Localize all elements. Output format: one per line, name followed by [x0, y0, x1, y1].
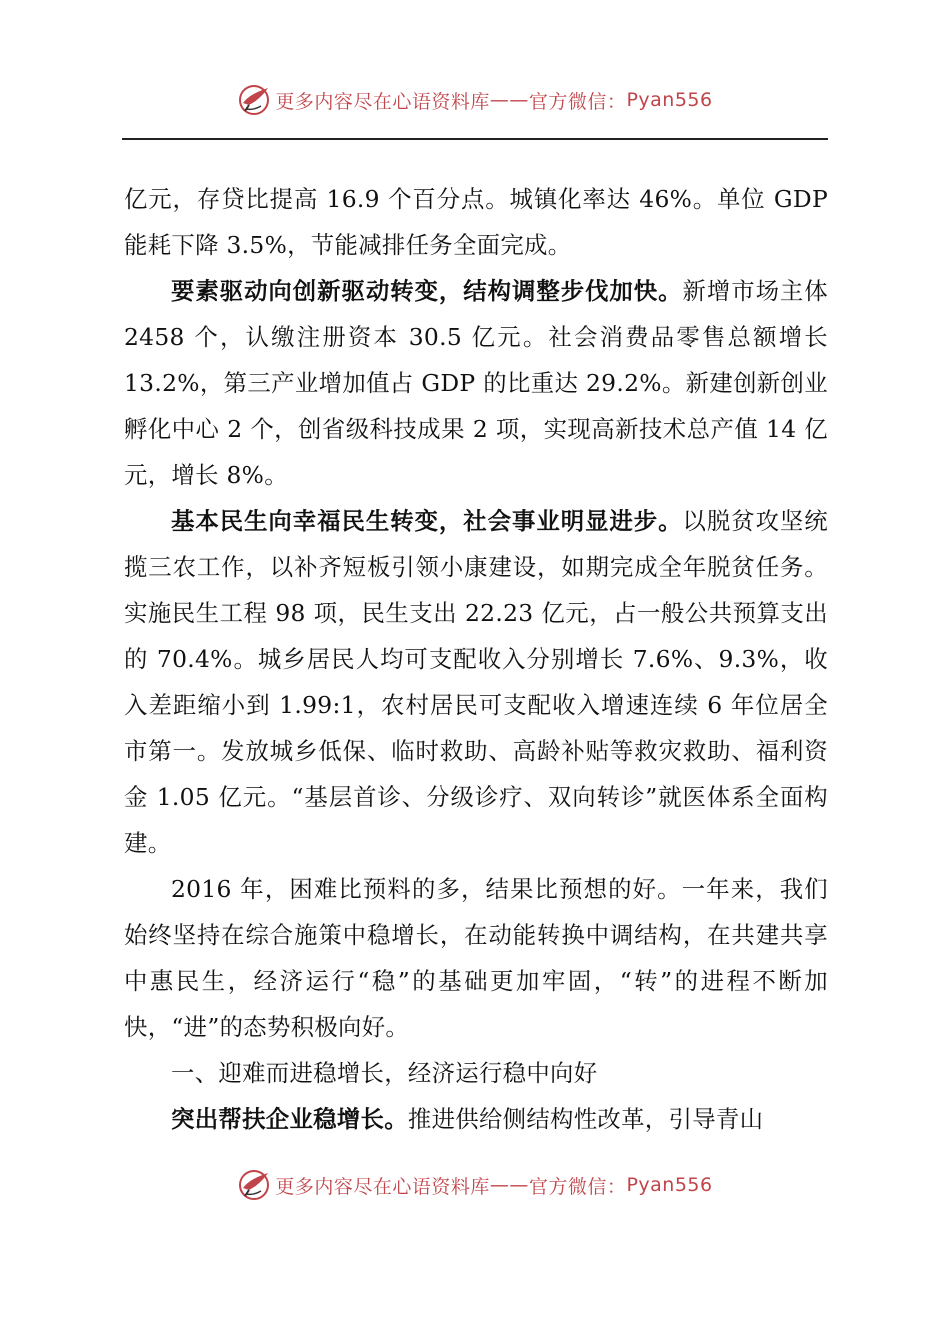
watermark-separator: ——: [489, 89, 529, 111]
paragraph-2-lead: 要素驱动向创新驱动转变，结构调整步伐加快。: [171, 277, 683, 305]
watermark-id: Pyan556: [626, 1174, 713, 1196]
watermark-separator: ——: [489, 1174, 529, 1196]
footer-watermark: [0, 1165, 950, 1205]
paragraph-3: [124, 498, 828, 866]
paragraph-5: [124, 1096, 828, 1142]
quill-pen-logo-icon: [237, 83, 271, 117]
watermark-official: 官方微信：: [528, 1175, 627, 1198]
document-body: [124, 176, 828, 1142]
paragraph-1: 亿元，存贷比提高 16.9 个百分点。城镇化率达 46%。单位 GDP 能耗下降 3.5%，节能减排任务全面完成。: [124, 185, 828, 259]
paragraph-4: 2016 年，困难比预料的多，结果比预想的好。一年来，我们始终坚持在综合施策中稳增长，在动能转换中调结构，在共建共享中惠民生，经济运行“稳”的基础更加牢固，“转”的进程不断加快，“进”的态势积极向好。: [124, 875, 828, 1041]
paragraph-3-lead: 基本民生向幸福民生转变，社会事业明显进步。: [171, 507, 683, 535]
header-rule: [122, 138, 828, 140]
paragraph-5-lead: 突出帮扶企业稳增长。: [171, 1105, 408, 1133]
paragraph-2-text: 新增市场主体 2458 个，认缴注册资本 30.5 亿元。社会消费品零售总额增长 13.2%，第三产业增加值占 GDP 的比重达 29.2%。新建创新创业孵化中心 2 个，创省级科技成果 2 项，实现高新技术总产值 14 亿元，增长 8%。: [124, 277, 828, 489]
paragraph-5-text: 推进供给侧结构性改革，引导青山: [407, 1105, 764, 1133]
watermark-id: Pyan556: [626, 89, 713, 111]
watermark-text: 更多内容尽在心语资料库: [275, 1175, 490, 1198]
quill-pen-logo-icon: [237, 1168, 271, 1202]
header-watermark: [0, 80, 950, 120]
paragraph-2: [124, 268, 828, 498]
watermark-text: 更多内容尽在心语资料库: [275, 90, 490, 113]
paragraph-3-text: 以脱贫攻坚统揽三农工作，以补齐短板引领小康建设，如期完成全年脱贫任务。实施民生工程 98 项，民生支出 22.23 亿元，占一般公共预算支出的 70.4%。城乡居民人均可支配收入分别增长 7.6%、9.3%，收入差距缩小到 1.99:1，农村居民可支配收入增速连续 6 年位居全市第一。发放城乡低保、临时救助、高龄补贴等救灾救助、福利资金 1.05 亿元。“基层首诊、分级诊疗、双向转诊”就医体系全面构建。: [124, 507, 828, 857]
watermark-official: 官方微信：: [528, 90, 627, 113]
section-heading-1: 一、迎难而进稳增长，经济运行稳中向好: [171, 1059, 598, 1087]
